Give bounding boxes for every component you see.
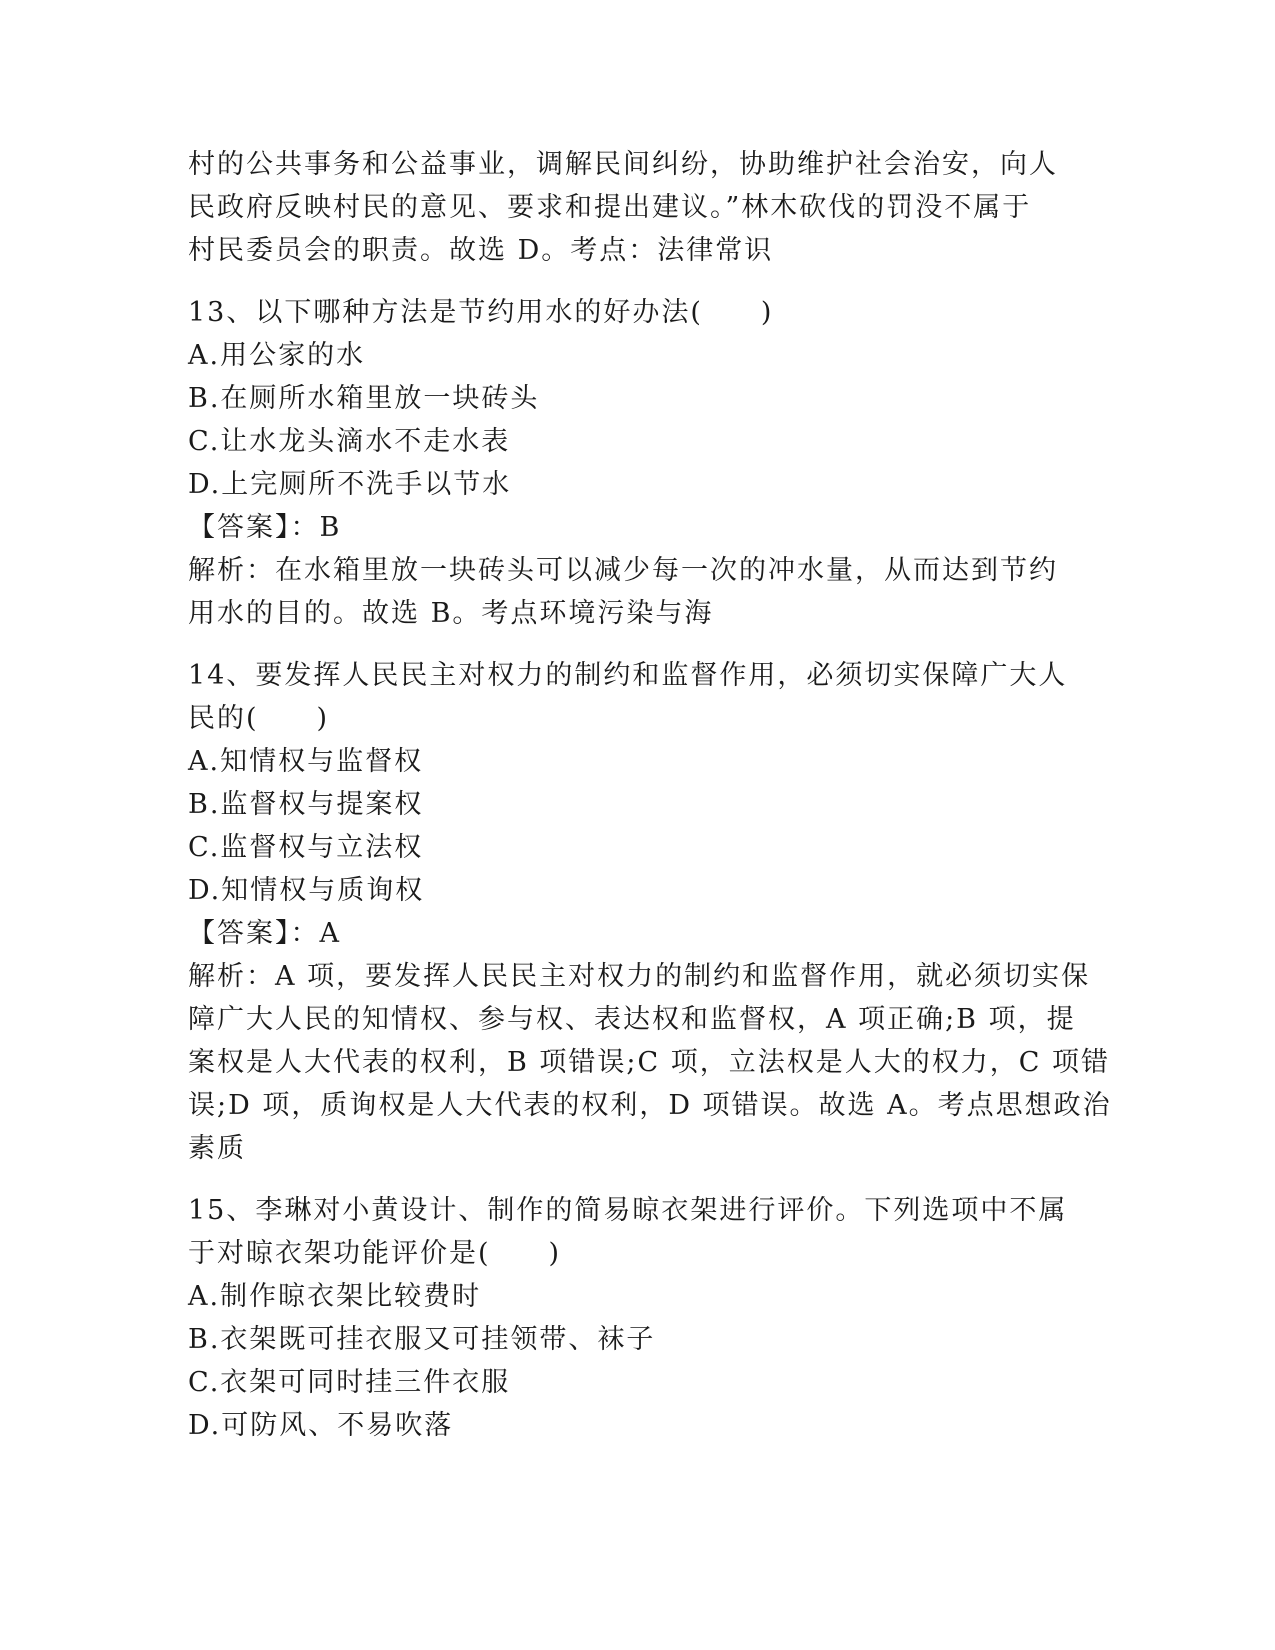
question-15 (188, 1189, 1088, 1447)
question-stem: 于对晾衣架功能评价是( ) (188, 1238, 562, 1269)
explanation-line: 素质 (188, 1133, 246, 1164)
option-b: B.在厕所水箱里放一块砖头 (188, 383, 540, 414)
explanation-line: 解析：A 项，要发挥人民民主对权力的制约和监督作用，就必须切实保 (188, 961, 1091, 992)
option-a: A.制作晾衣架比较费时 (188, 1281, 482, 1312)
option-b: B.监督权与提案权 (188, 789, 424, 820)
option-a: A.用公家的水 (188, 340, 366, 371)
text-line: 村的公共事务和公益事业，调解民间纠纷，协助维护社会治安，向人 (188, 149, 1058, 180)
answer-line: 【答案】：B (188, 512, 342, 543)
answer-line: 【答案】：A (188, 918, 341, 949)
explanation-line: 误;D 项，质询权是人大代表的权利，D 项错误。故选 A。考点思想政治 (188, 1090, 1112, 1121)
explanation-line: 解析：在水箱里放一块砖头可以减少每一次的冲水量，从而达到节约 (188, 555, 1058, 586)
document-page (188, 143, 1112, 1447)
text-line: 村民委员会的职责。故选 D。考点：法律常识 (188, 235, 774, 266)
option-d: D.知情权与质询权 (188, 875, 425, 906)
previous-explanation-continuation (188, 143, 1088, 272)
explanation-line: 案权是人大代表的权利，B 项错误;C 项，立法权是人大的权力，C 项错 (188, 1047, 1111, 1078)
question-14 (188, 654, 1112, 1170)
option-d: D.上完厕所不洗手以节水 (188, 469, 512, 500)
option-c: C.监督权与立法权 (188, 832, 424, 863)
explanation-line: 障广大人民的知情权、参与权、表达权和监督权，A 项正确;B 项，提 (188, 1004, 1076, 1035)
option-a: A.知情权与监督权 (188, 746, 424, 777)
option-d: D.可防风、不易吹落 (188, 1410, 454, 1441)
explanation-line: 用水的目的。故选 B。考点环境污染与海 (188, 598, 714, 629)
text-line: 民政府反映村民的意见、要求和提出建议。”林木砍伐的罚没不属于 (188, 192, 1032, 223)
question-stem: 民的( ) (188, 703, 330, 734)
question-13 (188, 291, 1088, 635)
question-stem: 14、要发挥人民民主对权力的制约和监督作用，必须切实保障广大人 (188, 660, 1068, 691)
option-c: C.让水龙头滴水不走水表 (188, 426, 511, 457)
question-stem: 13、以下哪种方法是节约用水的好办法( ) (188, 297, 774, 328)
question-stem: 15、李琳对小黄设计、制作的简易晾衣架进行评价。下列选项中不属 (188, 1195, 1068, 1226)
option-b: B.衣架既可挂衣服又可挂领带、袜子 (188, 1324, 656, 1355)
option-c: C.衣架可同时挂三件衣服 (188, 1367, 511, 1398)
